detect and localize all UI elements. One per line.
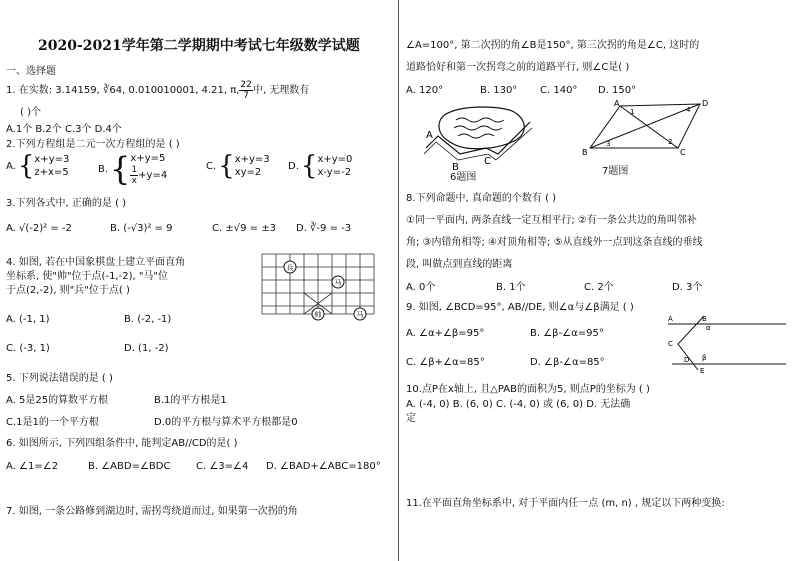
q8-option-c: C. 2个	[584, 282, 614, 293]
q4-option-b: B. (-2, -1)	[124, 314, 172, 325]
figure-7-caption: 7题图	[602, 166, 629, 177]
label-c: C	[484, 156, 491, 167]
question-4-line2: 坐标系, 使"帅"位于点(-1,-2), "马"位	[6, 271, 169, 282]
svg-text:B: B	[582, 148, 588, 157]
figure-6-caption: 6题图	[450, 172, 477, 183]
q7-option-b: B. 130°	[480, 85, 518, 96]
svg-text:C: C	[680, 148, 686, 157]
bing-piece	[284, 261, 296, 273]
section-heading: 一、选择题	[6, 66, 56, 77]
svg-text:C: C	[668, 340, 673, 348]
question-4-line3: 于点(2,-2), 则"兵"位于点( )	[6, 285, 130, 296]
q10-options-cont: 定	[406, 413, 416, 424]
q2-option-d: D. { x+y=0 x-y=-2	[288, 151, 353, 181]
q8-option-d: D. 3个	[672, 282, 703, 293]
svg-text:β: β	[702, 354, 707, 362]
q8-line2: 角; ③内错角相等; ④对顶角相等; ⑤从直线外一点到这条直线的垂线	[406, 237, 703, 248]
svg-text:D: D	[684, 356, 690, 364]
svg-text:马: 马	[334, 279, 342, 287]
svg-text:B: B	[702, 315, 707, 323]
q3-option-b: B. (-√3)² = 9	[110, 223, 173, 234]
svg-text:E: E	[700, 367, 705, 374]
svg-text:1: 1	[630, 108, 635, 116]
q8-line1: ①同一平面内, 两条直线一定互相平行; ②有一条公共边的角叫邻补	[406, 215, 697, 226]
svg-text:兵: 兵	[286, 264, 294, 272]
question-3: 3.下列各式中, 正确的是 ( )	[6, 198, 127, 209]
q6-option-b: B. ∠ABD=∠BDC	[88, 461, 171, 472]
q7-option-a: A. 120°	[406, 85, 444, 96]
column-divider	[398, 0, 399, 561]
q3-option-c: C. ±√9 = ±3	[212, 223, 276, 234]
q5-option-d: D.0的平方根与算术平方根都是0	[154, 417, 298, 428]
question-9: 9. 如图, ∠BCD=95°, AB//DE, 则∠α与∠β满足 ( )	[406, 302, 634, 313]
shuai-piece	[312, 308, 324, 320]
q7-option-d: D. 150°	[598, 85, 637, 96]
q2-option-a: A. { x+y=3 z+x=5	[6, 151, 70, 181]
question-10: 10.点P在x轴上, 且△PAB的面积为5, 则点P的坐标为 ( )	[406, 384, 650, 395]
question-6: 6. 如图所示, 下列四组条件中, 能判定AB//CD的是( )	[6, 438, 238, 449]
page-title: 2020-2021学年第二学期期中考试七年级数学试题	[38, 38, 360, 54]
q4-option-c: C. (-3, 1)	[6, 343, 50, 354]
ma-piece	[332, 276, 344, 288]
q6-option-d: D. ∠BAD+∠ABC=180°	[266, 461, 381, 472]
label-b: B	[452, 162, 459, 173]
q10-options: A. (-4, 0) B. (6, 0) C. (-4, 0) 或 (6, 0) D. 无法确	[406, 399, 631, 410]
q8-option-b: B. 1个	[496, 282, 526, 293]
q5-option-b: B.1的平方根是1	[154, 395, 227, 406]
ma-piece-2	[354, 308, 366, 320]
question-7-line3: 道路恰好和第一次拐弯之前的道路平行, 则∠C是( )	[406, 62, 630, 73]
q2-option-c: C. { x+y=3 xy=2	[206, 151, 270, 181]
question-5: 5. 下列说法错误的是 ( )	[6, 373, 113, 384]
q3-option-d: D. ∛-9 = -3	[296, 223, 352, 234]
question-1	[6, 80, 309, 101]
q5-option-c: C.1是1的一个平方根	[6, 417, 99, 428]
q1-options: A.1个 B.2个 C.3个 D.4个	[6, 124, 122, 135]
svg-text:2: 2	[668, 138, 673, 146]
q1-text: 1. 在实数: 3.14159, ∛64, 0.010010001, 4.21, π,	[6, 85, 240, 96]
parallelogram-figure	[578, 98, 708, 158]
chess-board-figure	[258, 250, 384, 330]
svg-text:马: 马	[356, 311, 364, 319]
svg-text:A: A	[668, 315, 673, 323]
svg-text:D: D	[702, 99, 708, 108]
q1-blank: ( )个	[20, 107, 41, 118]
q5-option-a: A. 5是25的算数平方根	[6, 395, 109, 406]
q2-option-b: B. { x+y=5 $\frac{1}{x}$ +y=4	[98, 150, 168, 188]
q8-line3: 段, 叫做点到直线的距离	[406, 259, 513, 270]
q9-option-c: C. ∠β+∠α=85°	[406, 357, 485, 368]
parallel-lines-figure	[662, 312, 788, 374]
question-4-line1: 4. 如图, 若在中国象棋盘上建立平面直角	[6, 257, 186, 268]
right-column	[400, 0, 794, 561]
q9-option-a: A. ∠α+∠β=95°	[406, 328, 485, 339]
q7-option-c: C. 140°	[540, 85, 578, 96]
question-8: 8.下列命题中, 真命题的个数有 ( )	[406, 193, 557, 204]
question-7-line2: ∠A=100°, 第二次拐的角∠B是150°, 第三次拐的角是∠C, 这时的	[406, 40, 700, 51]
q6-option-a: A. ∠1=∠2	[6, 461, 59, 472]
q3-option-a: A. √(-2)² = -2	[6, 223, 72, 234]
svg-text:α: α	[706, 324, 711, 332]
fraction: $\frac{22}{7}$	[240, 80, 252, 101]
q9-option-d: D. ∠β-∠α=85°	[530, 357, 605, 368]
q6-option-c: C. ∠3=∠4	[196, 461, 249, 472]
label-a: A	[426, 130, 433, 141]
svg-text:4: 4	[686, 106, 691, 114]
lake-road-figure	[424, 100, 540, 182]
q8-option-a: A. 0个	[406, 282, 436, 293]
question-11: 11.在平面直角坐标系中, 对于平面内任一点 (m, n) , 规定以下两种变换:	[406, 498, 725, 509]
question-2: 2.下列方程组是二元一次方程组的是 ( )	[6, 139, 180, 150]
q4-option-d: D. (1, -2)	[124, 343, 169, 354]
svg-text:A: A	[614, 99, 620, 108]
svg-text:帅: 帅	[314, 311, 322, 319]
q1-text-end: 中, 无理数有	[252, 85, 310, 96]
question-7-line1: 7. 如图, 一条公路修到湖边时, 需拐弯绕道而过, 如果第一次拐的角	[6, 506, 298, 517]
svg-text:3: 3	[606, 140, 611, 148]
q9-option-b: B. ∠β-∠α=95°	[530, 328, 604, 339]
q4-option-a: A. (-1, 1)	[6, 314, 50, 325]
